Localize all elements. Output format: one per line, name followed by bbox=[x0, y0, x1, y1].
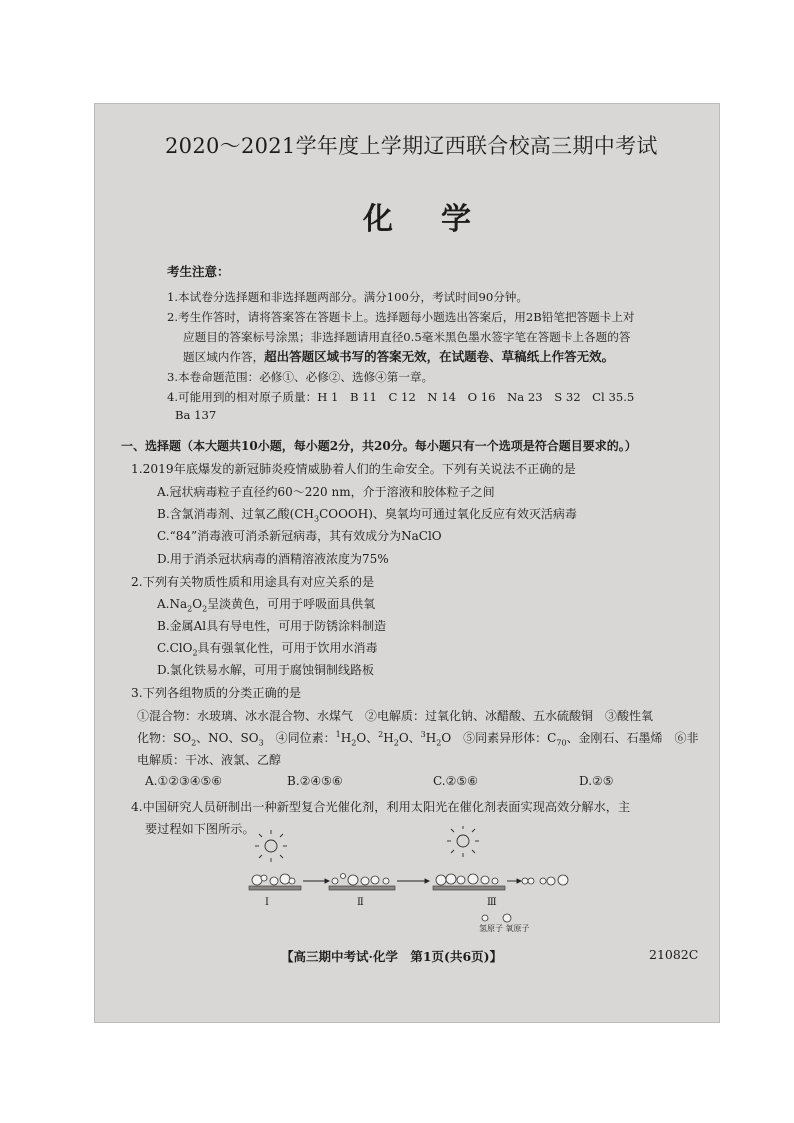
q3-l2-b: 、NO、SO bbox=[196, 731, 259, 745]
q2-a-part2: O bbox=[192, 597, 203, 611]
q2-c-part2: 具有强氧化性，可用于饮用水消毒 bbox=[197, 641, 378, 655]
q3-line-1: ①混合物：水玻璃、冰水混合物、水煤气 ②电解质：过氧化钠、冰醋酸、五水硫酸铜 ③酸性氧 bbox=[137, 709, 654, 723]
q2-a-part1: A.Na bbox=[157, 597, 188, 611]
q3-stem: 3.下列各组物质的分类正确的是 bbox=[131, 686, 302, 700]
molecules-product bbox=[522, 875, 568, 885]
photocatalysis-diagram bbox=[245, 826, 605, 936]
diagram-legend: 氢原子 氧原子 bbox=[479, 924, 530, 933]
sun-icon bbox=[255, 830, 287, 862]
molecules-stage-3 bbox=[436, 874, 498, 885]
exam-paper bbox=[94, 103, 720, 1023]
q1-option-b: B.含氯消毒剂、过氧乙酸$(CH_3COOOH)$、臭氧均可通过氧化反应有效灭活病毒 bbox=[157, 507, 577, 524]
notice-item-3: 3.本卷命题范围：必修①、必修②、选修④第一章。 bbox=[167, 370, 434, 384]
q1-b-part2: COOOH)、臭氧均可通过氧化反应有效灭活病毒 bbox=[319, 507, 577, 521]
notice-warning: 超出答题区域书写的答案无效，在试题卷、草稿纸上作答无效。 bbox=[264, 349, 615, 364]
q3-option-a: A.①②③④⑤⑥ bbox=[145, 774, 223, 788]
legend-atoms bbox=[482, 914, 511, 922]
q3-l2-e: O、 bbox=[356, 731, 379, 745]
stage-label-3: Ⅲ bbox=[487, 897, 497, 908]
q3-line-3: 电解质：干冰、液氯、乙醇 bbox=[137, 753, 282, 767]
q3-l2-j: 、金刚石、石墨烯 ⑥非 bbox=[566, 731, 699, 745]
q3-option-c: C.②⑤⑥ bbox=[433, 774, 478, 788]
notice-item-2b: 应题目的答案标号涂黑；非选择题请用直径0.5毫米黑色墨水签字笔在答题卡上各题的答 bbox=[183, 330, 631, 344]
notice-item-2c-text: 题区域内作答， bbox=[183, 350, 265, 364]
notice-item-4b: Ba 137 bbox=[175, 408, 217, 422]
stage-label-1: Ⅰ bbox=[265, 897, 269, 908]
q1-option-c: C.“84”消毒液可消杀新冠病毒，其有效成分为NaClO bbox=[157, 529, 442, 543]
q3-l2-g: O、 bbox=[398, 731, 421, 745]
q2-option-b: B.金属Al具有导电性，可用于防锈涂料制造 bbox=[157, 619, 387, 633]
q2-option-c: C.ClO$_2$具有强氧化性，可用于饮用水消毒 bbox=[157, 641, 378, 658]
q3-line-2: 化物：$SO_2$、NO、$SO_3$ ④同位素：$^1H_2O$、$^2H_2O$、$^3H_2O$ ⑤同素异形体：$C_{70}$、金刚石、石墨烯 ⑥非 bbox=[137, 730, 699, 748]
q3-option-d: D.②⑤ bbox=[579, 774, 614, 788]
q1-stem: 1.2019年底爆发的新冠肺炎疫情威胁着人们的生命安全。下列有关说法不正确的是 bbox=[131, 462, 576, 476]
q3-l2-h: H bbox=[425, 731, 437, 745]
q3-l2-c: ④同位素： bbox=[263, 731, 336, 745]
footer-label: 【高三期中考试·化学 第1页(共6页)】 bbox=[281, 949, 503, 964]
molecules-stage-2 bbox=[332, 874, 389, 886]
q3-l2-f: H bbox=[383, 731, 394, 745]
q4-stem-1: 4.中国研究人员研制出一种新型复合光催化剂，利用太阳光在催化剂表面实现高效分解水，主 bbox=[131, 800, 631, 814]
notice-item-2a: 2.考生作答时，请将答案答在答题卡上。选择题每小题选出答案后，用2B铅笔把答题卡上对 bbox=[167, 310, 635, 324]
notice-heading: 考生注意： bbox=[167, 264, 230, 279]
catalyst-surface bbox=[249, 886, 505, 890]
stage-label-2: Ⅱ bbox=[357, 897, 364, 908]
notice-item-1: 1.本试卷分选择题和非选择题两部分。满分100分，考试时间90分钟。 bbox=[167, 290, 528, 304]
q1-option-a: A.冠状病毒粒子直径约60～220 nm，介于溶液和胶体粒子之间 bbox=[157, 485, 495, 499]
q2-option-a: $A.Na_2O_2$呈淡黄色，可用于呼吸面具供氧 bbox=[157, 597, 376, 614]
q2-c-part1: C.ClO bbox=[157, 641, 193, 655]
paper-code: 21082C bbox=[649, 947, 699, 962]
notice-item-4a: 4.可能用到的相对原子质量：H 1 B 11 C 12 N 14 O 16 Na 23 S 32 Cl 35.5 bbox=[167, 390, 635, 404]
q1-option-d: D.用于消杀冠状病毒的酒精溶液浓度为75% bbox=[157, 552, 389, 566]
molecules-stage-1 bbox=[252, 874, 295, 885]
section-heading: 一、选择题（本大题共10小题，每小题2分，共20分。每小题只有一个选项是符合题目要求的。） bbox=[121, 439, 637, 453]
q2-a-part3: 呈淡黄色，可用于呼吸面具供氧 bbox=[207, 597, 376, 611]
q3-option-b: B.②④⑤⑥ bbox=[287, 774, 343, 788]
q2-option-d: D.氯化铁易水解，可用于腐蚀铜制线路板 bbox=[157, 663, 375, 677]
notice-item-2c bbox=[183, 349, 614, 365]
q1-b-part1: B.含氯消毒剂、过氧乙酸(CH bbox=[157, 507, 314, 521]
q2-stem: 2.下列有关物质性质和用途具有对应关系的是 bbox=[131, 575, 375, 589]
q3-l2-i: O ⑤同素异形体：C bbox=[441, 731, 557, 745]
q3-l2-d: H bbox=[340, 731, 352, 745]
exam-title: 2020～2021学年度上学期辽西联合校高三期中考试 bbox=[165, 134, 658, 158]
subject-title: 化学 bbox=[363, 202, 519, 237]
q3-l2-a: 化物：SO bbox=[137, 731, 192, 745]
q4-stem-2: 要过程如下图所示。 bbox=[145, 822, 255, 836]
sun-icon bbox=[447, 826, 479, 857]
